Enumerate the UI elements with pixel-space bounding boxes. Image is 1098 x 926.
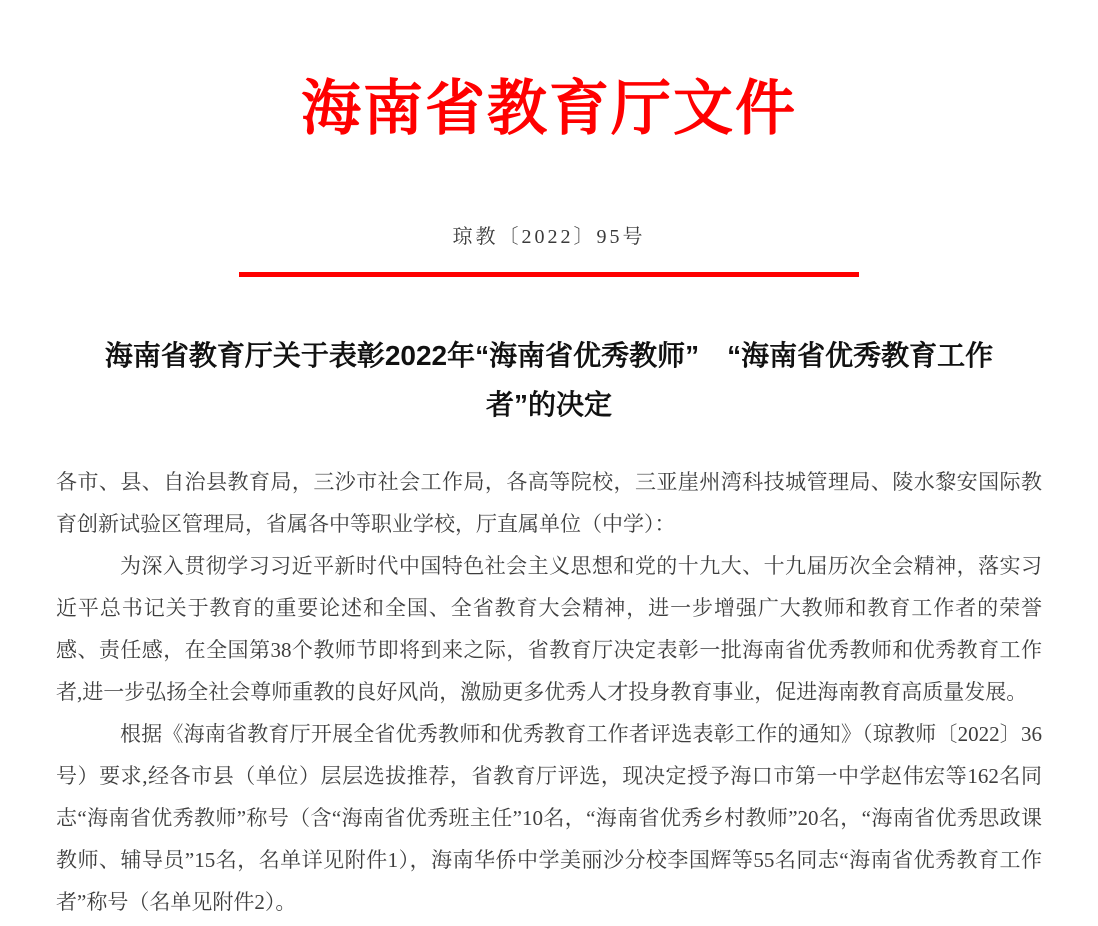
red-divider-line — [239, 272, 859, 277]
document-title-line-2: 者”的决定 — [485, 389, 612, 420]
document-title-line-1: 海南省教育厅关于表彰2022年“海南省优秀教师” “海南省优秀教育工作 — [104, 340, 994, 371]
agency-header: 海南省教育厅文件 — [301, 75, 797, 142]
document-title — [49, 331, 1049, 429]
document-body — [56, 461, 1042, 923]
paragraph-purpose: 为深入贯彻学习习近平新时代中国特色社会主义思想和党的十九大、十九届历次全会精神，落实习近平总书记关于教育的重要论述和全国、全省教育大会精神，进一步增强广大教师和教育工作者的荣誉感、责任感，在全国第38个教师节即将到来之际，省教育厅决定表彰一批海南省优秀教师和优秀教育工作者,进一步弘扬全社会尊师重教的良好风尚，激励更多优秀人才投身教育事业，促进海南教育高质量发展。 — [56, 554, 1042, 704]
doc-number: 琼教〔2022〕95号 — [452, 226, 646, 248]
paragraph-decision: 根据《海南省教育厅开展全省优秀教师和优秀教育工作者评选表彰工作的通知》（琼教师〔2022〕36号）要求,经各市县（单位）层层选拔推荐，省教育厅评选，现决定授予海口市第一中学赵伟宏等162名同志“海南省优秀教师”称号（含“海南省优秀班主任”10名，“海南省优秀乡村教师”20名，“海南省优秀思政课教师、辅导员”15名，名单详见附件1），海南华侨中学美丽沙分校李国辉等55名同志“海南省优秀教育工作者”称号（名单见附件2）。 — [56, 722, 1042, 914]
salutation-paragraph: 各市、县、自治县教育局，三沙市社会工作局，各高等院校，三亚崖州湾科技城管理局、陵水黎安国际教育创新试验区管理局，省属各中等职业学校，厅直属单位（中学）： — [56, 470, 1042, 536]
